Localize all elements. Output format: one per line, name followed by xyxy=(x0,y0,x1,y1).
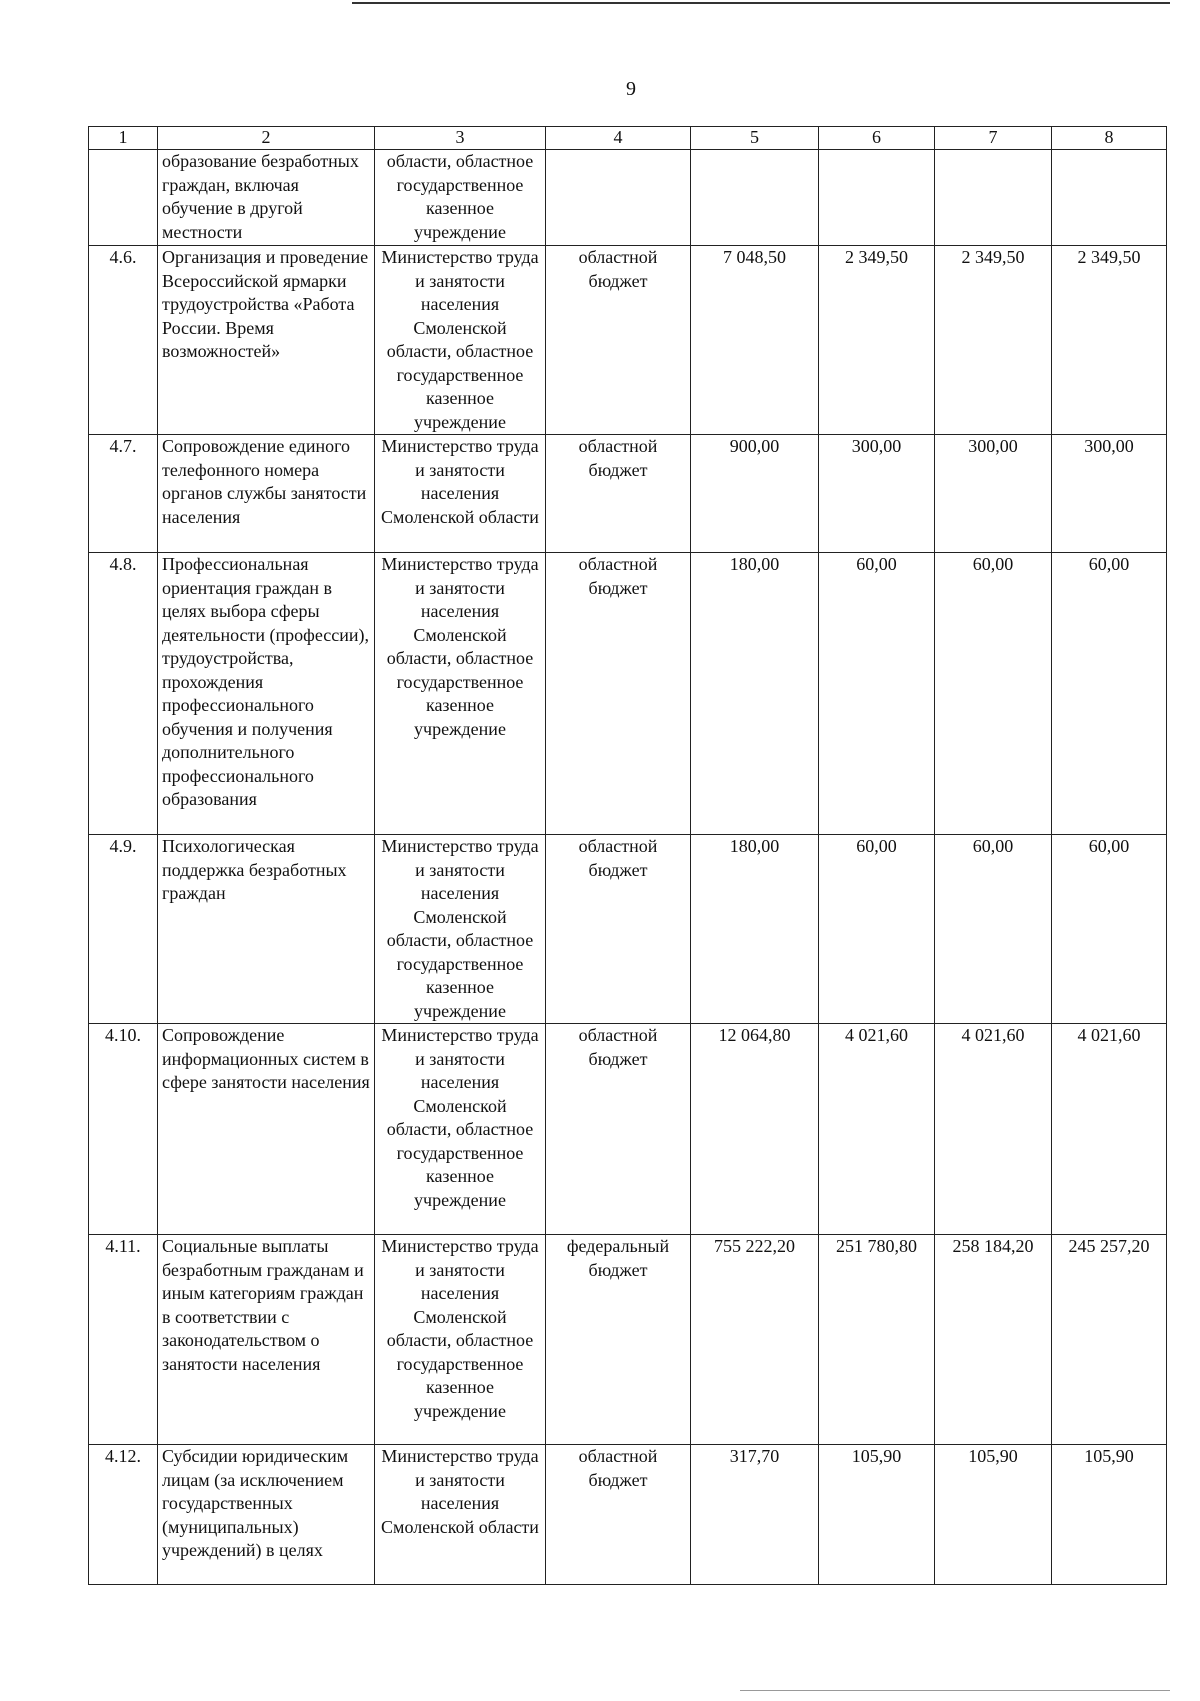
row-number: 4.8. xyxy=(89,553,158,835)
year-1-amount: 60,00 xyxy=(819,835,935,1024)
funding-source: областной бюджет xyxy=(546,835,691,1024)
year-3-amount xyxy=(1052,150,1167,246)
program-activities-table xyxy=(88,126,1167,1585)
header-col-4: 4 xyxy=(546,127,691,150)
row-number xyxy=(89,150,158,246)
row-number: 4.11. xyxy=(89,1235,158,1445)
executor: Министерство труда и занятости населения Смоленской области xyxy=(375,435,546,553)
year-1-amount: 251 780,80 xyxy=(819,1235,935,1445)
year-1-amount: 4 021,60 xyxy=(819,1024,935,1235)
total-amount: 755 222,20 xyxy=(691,1235,819,1445)
row-number: 4.9. xyxy=(89,835,158,1024)
year-1-amount: 105,90 xyxy=(819,1445,935,1585)
year-1-amount: 300,00 xyxy=(819,435,935,553)
activity-name: Профессиональная ориентация граждан в целях выбора сферы деятельности (профессии), трудоустройства, прохождения профессионального обучения и получения дополнительного профессионального образования xyxy=(158,553,375,835)
activity-name: Психологическая поддержка безработных граждан xyxy=(158,835,375,1024)
page-number: 9 xyxy=(626,78,636,100)
year-2-amount xyxy=(935,150,1052,246)
executor: Министерство труда и занятости населения Смоленской области, областное государственное казенное учреждение xyxy=(375,1235,546,1445)
table-row xyxy=(89,435,1167,553)
total-amount xyxy=(691,150,819,246)
year-3-amount: 60,00 xyxy=(1052,835,1167,1024)
executor: Министерство труда и занятости населения Смоленской области, областное государственное казенное учреждение xyxy=(375,246,546,435)
header-col-1: 1 xyxy=(89,127,158,150)
row-number: 4.10. xyxy=(89,1024,158,1235)
table-row xyxy=(89,1235,1167,1445)
header-col-5: 5 xyxy=(691,127,819,150)
funding-source: областной бюджет xyxy=(546,246,691,435)
table-row xyxy=(89,1445,1167,1585)
row-number: 4.7. xyxy=(89,435,158,553)
funding-source xyxy=(546,150,691,246)
executor: Министерство труда и занятости населения Смоленской области xyxy=(375,1445,546,1585)
header-col-3: 3 xyxy=(375,127,546,150)
year-3-amount: 245 257,20 xyxy=(1052,1235,1167,1445)
table-row xyxy=(89,835,1167,1024)
year-3-amount: 300,00 xyxy=(1052,435,1167,553)
header-col-2: 2 xyxy=(158,127,375,150)
year-1-amount: 60,00 xyxy=(819,553,935,835)
year-2-amount: 4 021,60 xyxy=(935,1024,1052,1235)
funding-source: областной бюджет xyxy=(546,435,691,553)
year-2-amount: 258 184,20 xyxy=(935,1235,1052,1445)
header-col-7: 7 xyxy=(935,127,1052,150)
year-3-amount: 2 349,50 xyxy=(1052,246,1167,435)
year-1-amount: 2 349,50 xyxy=(819,246,935,435)
header-col-8: 8 xyxy=(1052,127,1167,150)
year-1-amount xyxy=(819,150,935,246)
total-amount: 180,00 xyxy=(691,553,819,835)
funding-source: областной бюджет xyxy=(546,553,691,835)
row-number: 4.12. xyxy=(89,1445,158,1585)
funding-source: областной бюджет xyxy=(546,1024,691,1235)
row-number: 4.6. xyxy=(89,246,158,435)
executor: Министерство труда и занятости населения Смоленской области, областное государственное казенное учреждение xyxy=(375,835,546,1024)
header-row xyxy=(89,127,1167,150)
total-amount: 180,00 xyxy=(691,835,819,1024)
total-amount: 7 048,50 xyxy=(691,246,819,435)
activity-name: Субсидии юридическим лицам (за исключением государственных (муниципальных) учреждений) в целях xyxy=(158,1445,375,1585)
bottom-rule xyxy=(740,1690,1170,1691)
total-amount: 900,00 xyxy=(691,435,819,553)
year-2-amount: 300,00 xyxy=(935,435,1052,553)
top-rule xyxy=(352,2,1170,4)
total-amount: 12 064,80 xyxy=(691,1024,819,1235)
year-2-amount: 60,00 xyxy=(935,835,1052,1024)
total-amount: 317,70 xyxy=(691,1445,819,1585)
funding-source: федеральный бюджет xyxy=(546,1235,691,1445)
year-2-amount: 105,90 xyxy=(935,1445,1052,1585)
year-3-amount: 105,90 xyxy=(1052,1445,1167,1585)
activity-name: образование безработных граждан, включая обучение в другой местности xyxy=(158,150,375,246)
table-row xyxy=(89,246,1167,435)
year-3-amount: 4 021,60 xyxy=(1052,1024,1167,1235)
activity-name: Социальные выплаты безработным гражданам и иным категориям граждан в соответствии с законодательством о занятости населения xyxy=(158,1235,375,1445)
activity-name: Организация и проведение Всероссийской ярмарки трудоустройства «Работа России. Время возможностей» xyxy=(158,246,375,435)
activity-name: Сопровождение единого телефонного номера органов службы занятости населения xyxy=(158,435,375,553)
executor: Министерство труда и занятости населения Смоленской области, областное государственное казенное учреждение xyxy=(375,1024,546,1235)
year-3-amount: 60,00 xyxy=(1052,553,1167,835)
header-col-6: 6 xyxy=(819,127,935,150)
activity-name: Сопровождение информационных систем в сфере занятости населения xyxy=(158,1024,375,1235)
funding-source: областной бюджет xyxy=(546,1445,691,1585)
table-row xyxy=(89,1024,1167,1235)
year-2-amount: 60,00 xyxy=(935,553,1052,835)
table-row xyxy=(89,553,1167,835)
year-2-amount: 2 349,50 xyxy=(935,246,1052,435)
executor: области, областное государственное казенное учреждение xyxy=(375,150,546,246)
table-row xyxy=(89,150,1167,246)
executor: Министерство труда и занятости населения Смоленской области, областное государственное казенное учреждение xyxy=(375,553,546,835)
